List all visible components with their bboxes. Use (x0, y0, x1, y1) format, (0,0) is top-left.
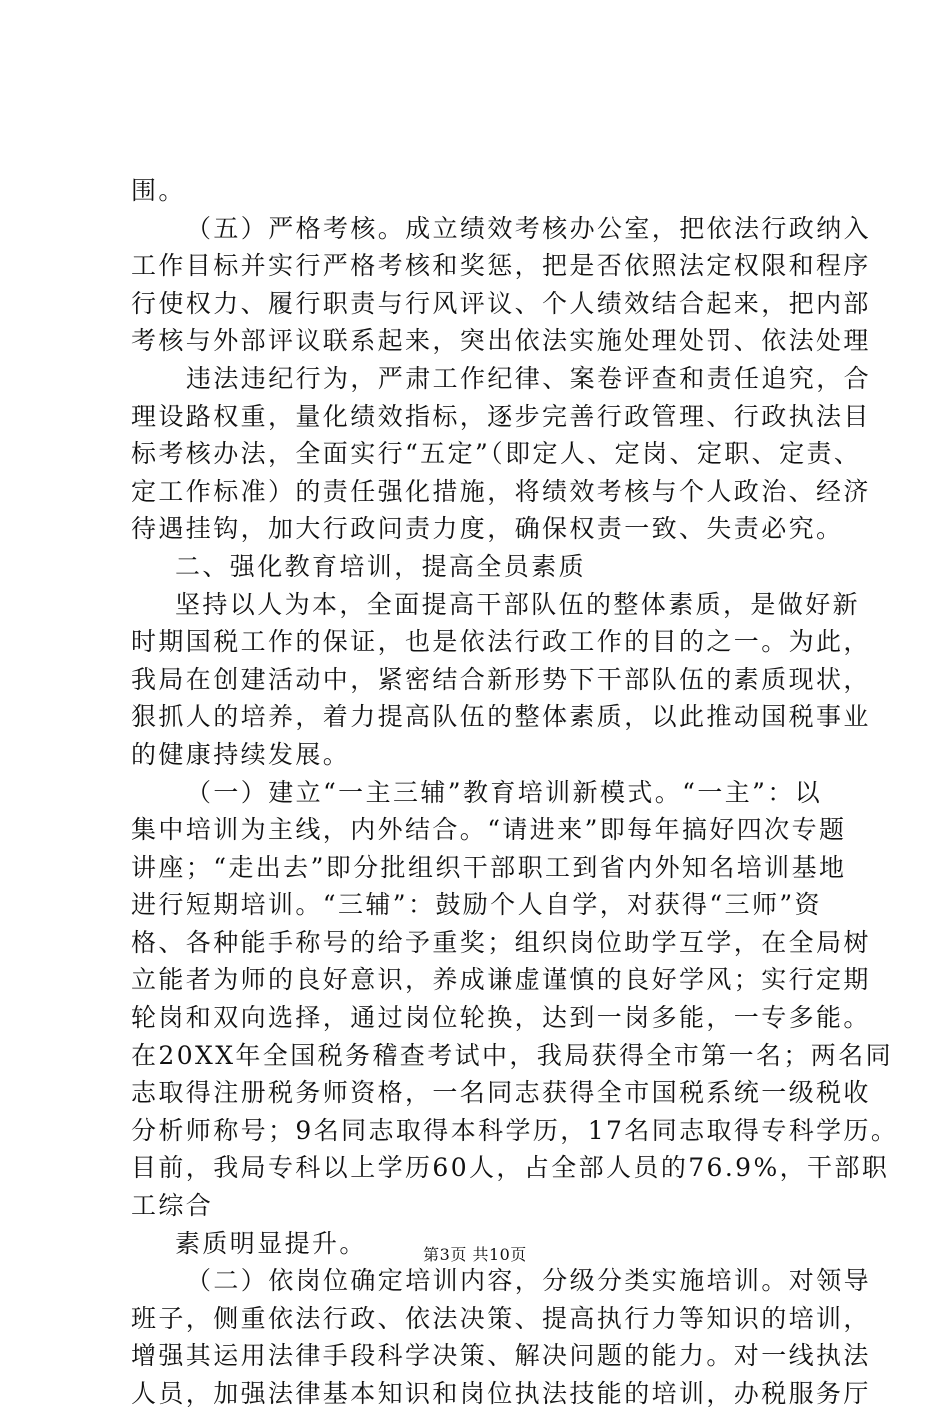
text-line: 分析师称号；9名同志取得本科学历，17名同志取得专科学历。 (131, 1115, 899, 1145)
section-heading: 二、强化教育培训，提高全员素质 (175, 551, 587, 581)
text-line: （五）严格考核。成立绩效考核办公室，把依法行政纳入 (186, 213, 872, 243)
text-line: 进行短期培训。“三辅”：鼓励个人自学，对获得“三师”资 (131, 890, 822, 920)
text-line: 格、各种能手称号的给予重奖；组织岗位助学互学，在全局树 (131, 927, 871, 957)
text-line: 增强其运用法律手段科学决策、解决问题的能力。对一线执法 (131, 1341, 871, 1371)
text-line: 待遇挂钩，加大行政问责力度，确保权责一致、失责必究。 (131, 514, 844, 544)
text-line: 考核与外部评议联系起来，突出依法实施处理处罚、依法处理 (131, 326, 871, 356)
document-body (131, 172, 899, 1413)
text-line: 违法违纪行为，严肃工作纪律、案卷评查和责任追究，合 (186, 363, 872, 393)
text-line: 标考核办法，全面实行“五定”（即定人、定岗、定职、定责、 (131, 439, 862, 469)
text-line: 工作目标并实行严格考核和奖惩，把是否依照法定权限和程序 (131, 251, 871, 281)
text-line: 我局在创建活动中，紧密结合新形势下干部队伍的素质现状， (131, 664, 871, 694)
text-line: 集中培训为主线，内外结合。“请进来”即每年搞好四次专题 (131, 815, 847, 845)
text-line: 工综合 (131, 1191, 214, 1221)
text-line: 在20XX年全国税务稽查考试中，我局获得全市第一名；两名同 (131, 1040, 894, 1070)
text-line: 行使权力、履行职责与行风评议、个人绩效结合起来，把内部 (131, 288, 871, 318)
text-line: 轮岗和双向选择，通过岗位轮换，达到一岗多能，一专多能。 (131, 1003, 871, 1033)
text-line: 坚持以人为本，全面提高干部队伍的整体素质，是做好新 (175, 589, 861, 619)
text-line: 班子，侧重依法行政、依法决策、提高执行力等知识的培训， (131, 1303, 871, 1333)
text-line: （二）依岗位确定培训内容，分级分类实施培训。对领导 (186, 1266, 872, 1296)
text-line: 时期国税工作的保证，也是依法行政工作的目的之一。为此， (131, 627, 871, 657)
page-number-footer: 第3页 共10页 (423, 1245, 527, 1264)
text-line: 狠抓人的培养，着力提高队伍的整体素质，以此推动国税事业 (131, 702, 871, 732)
text-line: 理设路权重，量化绩效指标，逐步完善行政管理、行政执法目 (131, 401, 871, 431)
text-line: 定工作标准）的责任强化措施，将绩效考核与个人政治、经济 (131, 476, 871, 506)
text-line: 围。 (131, 176, 186, 205)
text-line: 立能者为师的良好意识，养成谦虚谨慎的良好学风；实行定期 (131, 965, 871, 995)
text-line: （一）建立“一主三辅”教育培训新模式。“一主”：以 (186, 777, 823, 807)
text-line: 讲座；“走出去”即分批组织干部职工到省内外知名培训基地 (131, 852, 847, 882)
text-line: 的健康持续发展。 (131, 739, 351, 769)
text-line: 志取得注册税务师资格，一名同志获得全市国税系统一级税收 (131, 1078, 871, 1108)
text-line: 目前，我局专科以上学历60人，占全部人员的76.9%，干部职 (131, 1153, 890, 1183)
text-line: 人员，加强法律基本知识和岗位执法技能的培训，办税服务厅 (131, 1379, 871, 1408)
text-line: 素质明显提升。 (175, 1228, 367, 1258)
